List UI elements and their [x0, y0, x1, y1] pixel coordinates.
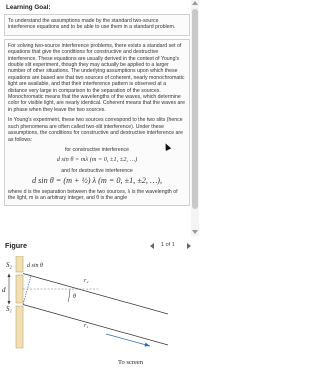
figure-title: Figure	[5, 241, 27, 250]
figure-header	[4, 240, 200, 254]
ray-r1	[23, 305, 168, 346]
constructive-label: for constructive interference	[64, 146, 129, 153]
r2-label: r₂	[84, 278, 89, 284]
double-slit-diagram	[0, 256, 200, 373]
s2-label: S₂	[6, 261, 12, 269]
learning-goal-box	[4, 14, 190, 36]
scroll-down-icon[interactable]	[192, 230, 198, 234]
constructive-equation: d sin θ = mλ (m = 0, ±1, ±2, …)	[56, 156, 138, 164]
content-scrollbar[interactable]	[191, 0, 199, 236]
scroll-up-icon[interactable]	[192, 1, 198, 5]
slit-wall-middle	[16, 275, 23, 303]
separation-arrowhead-bottom	[8, 301, 11, 305]
slit-wall-bottom	[16, 306, 23, 348]
to-screen-arrow	[106, 334, 150, 346]
slit-wall-top	[16, 256, 23, 272]
path-difference-line	[23, 276, 31, 305]
to-screen-label: To screen	[118, 359, 143, 366]
learning-goal-heading: Learning Goal:	[6, 4, 51, 11]
learning-goal-text: To understand the assumptions made by the standard two-source interference equations and to be able to use them in a standard problem.	[8, 18, 176, 31]
r1-label: r₁	[84, 323, 89, 329]
problem-panel	[4, 0, 190, 236]
to-screen-arrowhead	[145, 343, 151, 347]
figure-panel	[0, 256, 200, 373]
intro-paragraph-3: where d is the separation between the two sources, λ is the wavelength of the light, m is an arbitrary integer, and θ is the angle	[8, 188, 178, 201]
theta-label: θ	[73, 294, 76, 300]
s1-label: S₁	[6, 305, 12, 313]
previous-figure-icon[interactable]	[150, 243, 154, 249]
theta-arc	[68, 289, 70, 302]
d-label: d	[2, 286, 6, 294]
intro-paragraph-1: For solving two-source interference problems, there exists a standard set of equations that give the conditions for constructive and destructive interference. These equations are usually derived in the context of Young's double slit experiment, though they may actually be applied to a larger number of other situations. The underlying assumptions upon which these equations are based are that two sources of coherent, nearly monochromatic light are available, and that their interference pattern is observed at a distance very large in comparison to the separation of the sources. Monochromatic means that the wavelengths of the waves, which determine color for visible light, are nearly identical. Coherent means that the waves are in phase when they leave the two sources.	[8, 42, 186, 113]
figure-counter: 1 of 1	[161, 242, 175, 248]
destructive-label: and for destructive interference	[61, 167, 133, 174]
intro-paragraph-2: In Young's experiment, these two sources correspond to the two slits (hence such phenomena are often called two-slit interference). Under these assumptions, the conditions for constructive and destructive interference are as follows:	[8, 117, 184, 143]
scrollbar-thumb[interactable]	[192, 9, 198, 209]
intro-box	[4, 39, 190, 207]
next-figure-icon[interactable]	[187, 243, 191, 249]
destructive-equation: d sin θ = (m + ½) λ (m = 0, ±1, ±2, …),	[31, 176, 162, 186]
separation-arrowhead-top	[8, 274, 11, 278]
ray-r2	[23, 274, 168, 315]
path-difference-label: d sin θ	[27, 263, 43, 269]
